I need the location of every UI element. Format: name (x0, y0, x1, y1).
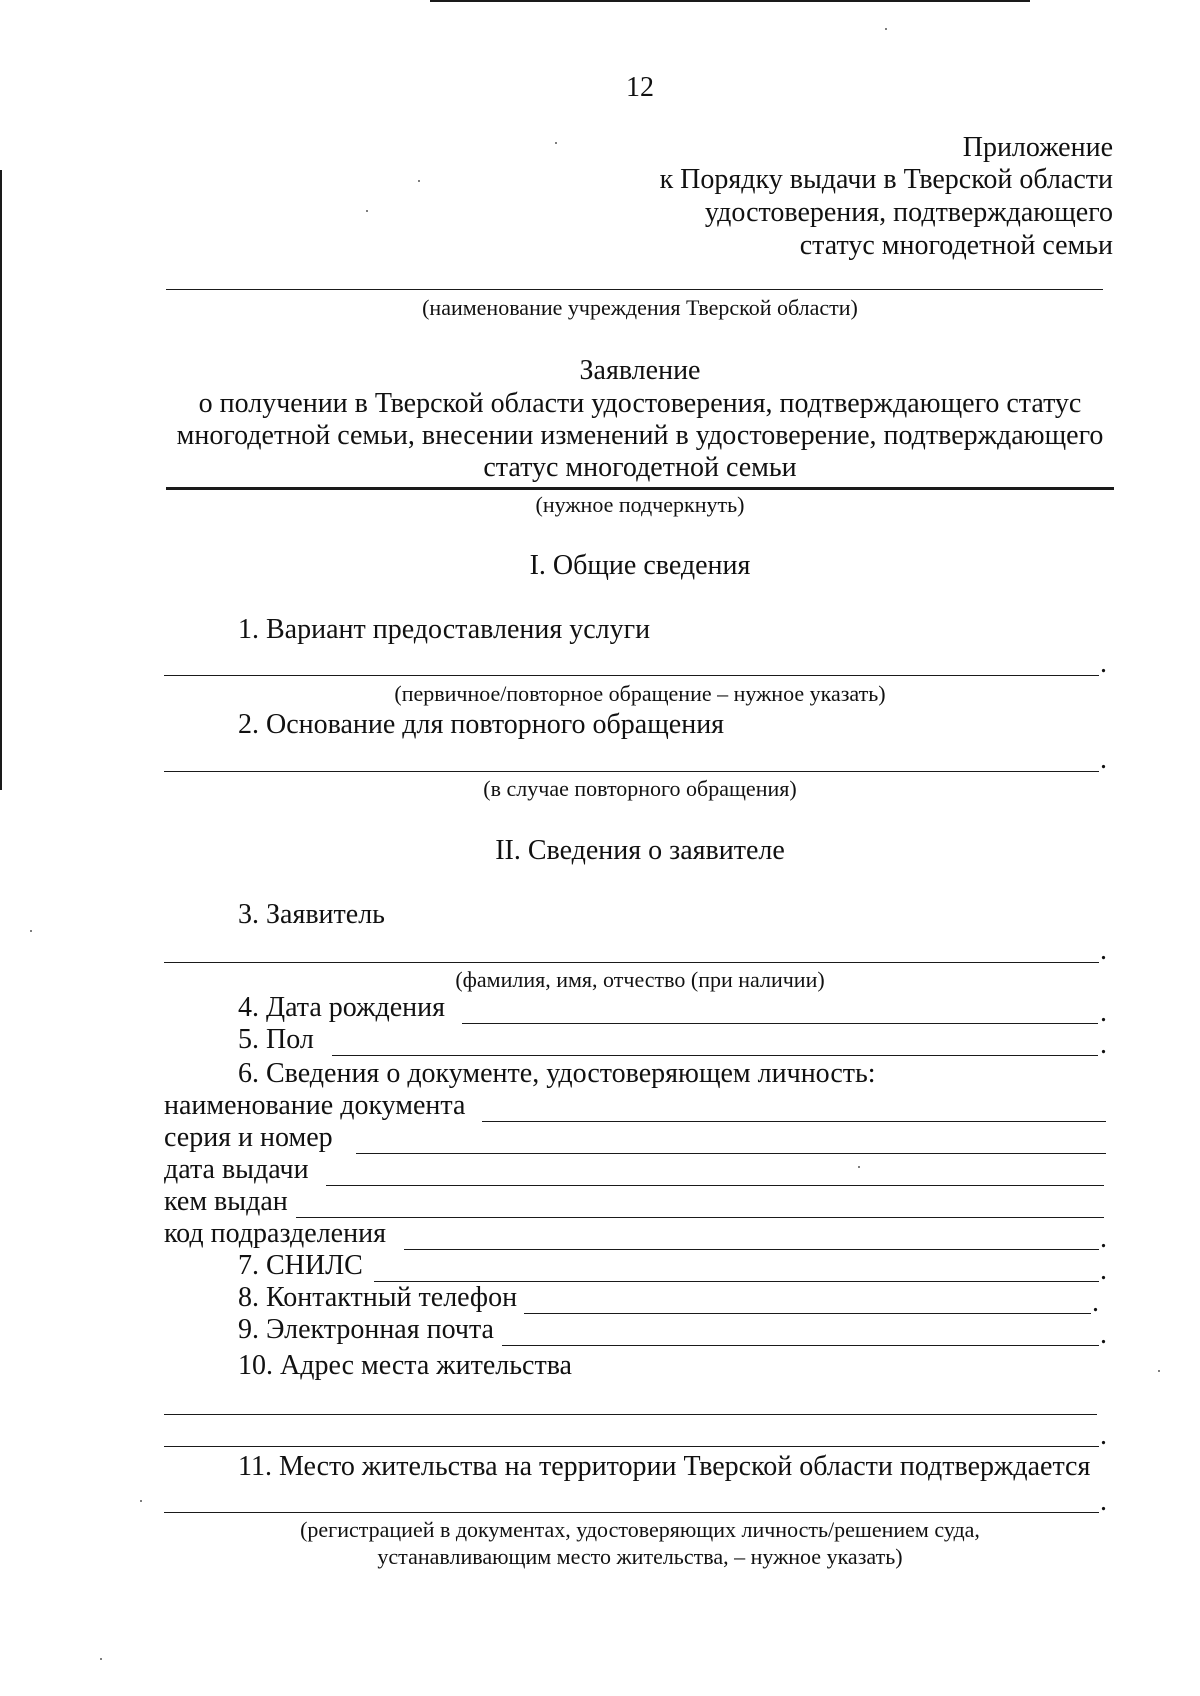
issue-date-line[interactable] (326, 1185, 1104, 1186)
item-8-label: 8. Контактный телефон (238, 1282, 518, 1313)
page-number: 12 (626, 72, 654, 103)
appendix-line-1: Приложение (962, 132, 1113, 163)
item-1-caption: (первичное/повторное обращение – нужное указать) (394, 681, 886, 706)
item-10-line-1[interactable] (164, 1414, 1097, 1415)
item-10-label: 10. Адрес места жительства (238, 1350, 572, 1381)
institution-caption: (наименование учреждения Тверской области) (422, 295, 858, 320)
item-9-line[interactable] (502, 1345, 1099, 1346)
item-5-label: 5. Пол (238, 1024, 314, 1055)
item-10-line-2[interactable] (164, 1446, 1099, 1447)
title-line-3: многодетной семьи, внесении изменений в удостоверение, подтверждающего (176, 420, 1104, 451)
item-2-period: . (1100, 744, 1107, 775)
item-5-period: . (1100, 1029, 1107, 1060)
issued-by-label: кем выдан (164, 1186, 288, 1217)
division-code-period: . (1100, 1223, 1107, 1254)
appendix-line-2: к Порядку выдачи в Тверской области (659, 164, 1113, 195)
item-11-period: . (1100, 1486, 1107, 1517)
series-number-line[interactable] (356, 1153, 1106, 1154)
scan-speck (858, 1166, 860, 1168)
item-4-line[interactable] (462, 1023, 1098, 1024)
item-3-label: 3. Заявитель (238, 899, 385, 930)
item-11-line[interactable] (164, 1512, 1099, 1513)
item-4-period: . (1100, 997, 1107, 1028)
doc-name-label: наименование документа (164, 1090, 466, 1121)
appendix-line-4: статус многодетной семьи (799, 230, 1113, 261)
section-2-heading: II. Сведения о заявителе (495, 835, 785, 866)
item-1-label: 1. Вариант предоставления услуги (238, 614, 651, 645)
item-2-line[interactable] (164, 771, 1099, 772)
item-2-caption: (в случае повторного обращения) (483, 776, 797, 801)
title-line-1: Заявление (579, 355, 701, 386)
scan-edge-left (0, 170, 2, 790)
series-number-label: серия и номер (164, 1122, 333, 1153)
title-caption: (нужное подчеркнуть) (535, 492, 745, 517)
item-11-caption-1: (регистрацией в документах, удостоверяющих личность/решением суда, (300, 1517, 980, 1542)
item-3-line[interactable] (164, 962, 1099, 963)
item-8-period: . (1092, 1287, 1099, 1318)
item-4-label: 4. Дата рождения (238, 992, 445, 1023)
item-7-period: . (1100, 1255, 1107, 1286)
title-line-2: о получении в Тверской области удостоверения, подтверждающего статус (198, 388, 1082, 419)
item-10-period: . (1100, 1420, 1107, 1451)
doc-name-line[interactable] (482, 1121, 1106, 1122)
item-3-period: . (1100, 935, 1107, 966)
scan-speck (30, 930, 32, 932)
title-line-4: статус многодетной семьи (483, 452, 797, 483)
division-code-label: код подразделения (164, 1218, 386, 1249)
item-2-label: 2. Основание для повторного обращения (238, 709, 725, 740)
item-11-caption-2: устанавливающим место жительства, – нужное указать) (377, 1544, 903, 1569)
institution-line[interactable] (166, 289, 1103, 290)
scan-speck (418, 180, 420, 182)
scan-speck (366, 210, 368, 212)
item-11-label: 11. Место жительства на территории Тверской области подтверждается (238, 1451, 1091, 1482)
item-8-line[interactable] (524, 1313, 1091, 1314)
appendix-line-3: удостоверения, подтверждающего (704, 197, 1113, 228)
title-underline (166, 487, 1114, 490)
item-1-period: . (1100, 648, 1107, 679)
scan-speck (100, 1658, 102, 1660)
item-5-line[interactable] (332, 1055, 1098, 1056)
division-code-line[interactable] (404, 1249, 1099, 1250)
section-1-heading: I. Общие сведения (529, 550, 751, 581)
item-9-label: 9. Электронная почта (238, 1314, 494, 1345)
scan-edge-top (430, 0, 1030, 2)
item-3-caption: (фамилия, имя, отчество (при наличии) (455, 967, 825, 992)
scan-speck (885, 28, 887, 30)
item-9-period: . (1100, 1319, 1107, 1350)
item-7-label: 7. СНИЛС (238, 1250, 363, 1281)
item-6-label: 6. Сведения о документе, удостоверяющем личность: (238, 1058, 876, 1089)
item-1-line[interactable] (164, 675, 1099, 676)
scan-speck (1158, 1370, 1160, 1372)
scan-speck (140, 1500, 142, 1502)
issued-by-line[interactable] (296, 1217, 1104, 1218)
issue-date-label: дата выдачи (164, 1154, 309, 1185)
